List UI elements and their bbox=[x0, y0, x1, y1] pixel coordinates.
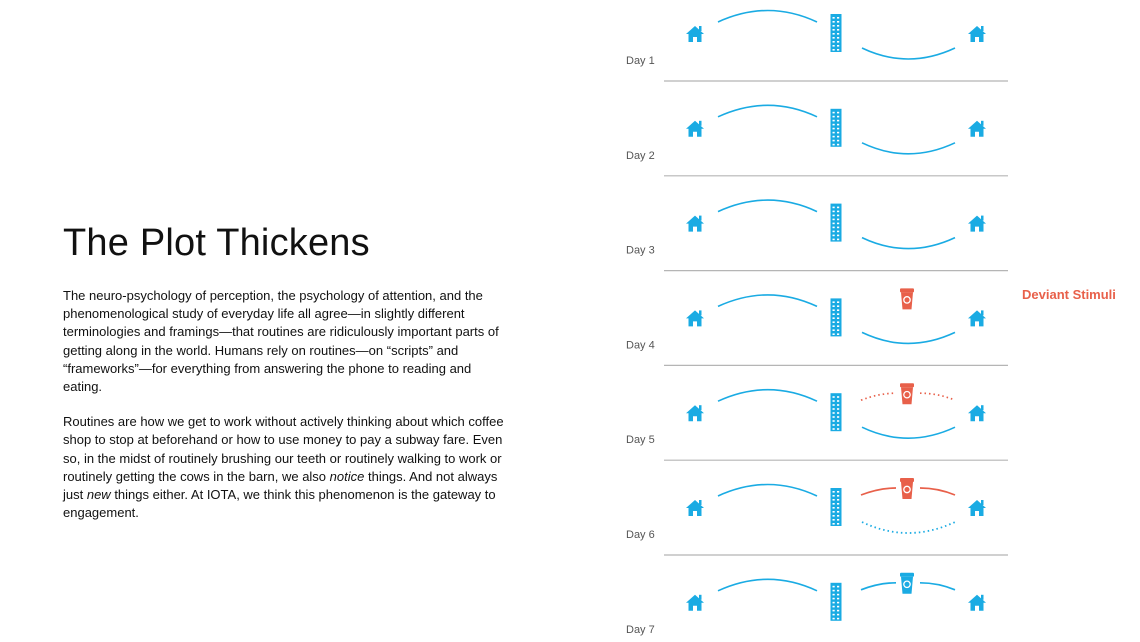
house-icon bbox=[968, 26, 986, 42]
office-building-icon bbox=[831, 14, 842, 52]
paragraph-2-part-c: things either. At IOTA, we think this phenomenon is the gateway to engagement. bbox=[63, 487, 496, 521]
route-arc-to-work bbox=[718, 11, 817, 23]
day-row bbox=[626, 288, 1008, 365]
route-arc-to-work bbox=[718, 579, 817, 591]
house-icon bbox=[686, 595, 704, 611]
house-icon bbox=[686, 216, 704, 232]
day-label: Day 5 bbox=[626, 434, 655, 447]
route-arc-to-coffee bbox=[861, 583, 896, 590]
route-arc-to-coffee bbox=[861, 393, 896, 400]
day-row bbox=[626, 478, 1008, 555]
route-arc-to-work bbox=[718, 105, 817, 117]
emphasis-notice: notice bbox=[329, 468, 365, 484]
route-arc-to-work bbox=[718, 295, 817, 307]
coffee-cup-icon bbox=[900, 383, 914, 404]
house-icon bbox=[686, 500, 704, 516]
route-arc-to-home bbox=[862, 238, 955, 249]
paragraph-1: The neuro-psychology of perception, the psychology of attention, and the phenomenological study of everyday life all agree—in slightly different terminologies and framings—that routines are ridiculously important parts of getting along in the world. Humans rely on routines—on “scripts” and “frameworks”—for everything from answering the phone to reading and eating. bbox=[63, 288, 499, 395]
route-arc-to-coffee bbox=[861, 488, 896, 495]
house-icon bbox=[686, 310, 704, 326]
route-arc-to-home bbox=[862, 143, 955, 154]
day-row bbox=[626, 105, 1008, 176]
route-arc-to-home bbox=[862, 332, 955, 343]
route-arc-to-home-faded bbox=[862, 522, 955, 533]
route-arc-to-work bbox=[718, 200, 817, 212]
day-label: Day 6 bbox=[626, 529, 655, 541]
coffee-cup-icon bbox=[900, 478, 914, 499]
day-label: Day 7 bbox=[626, 623, 655, 636]
day-label: Day 3 bbox=[626, 244, 655, 257]
office-building-icon bbox=[831, 298, 842, 336]
day-label: Day 2 bbox=[626, 149, 655, 162]
route-arc-to-home bbox=[862, 48, 955, 59]
house-icon bbox=[968, 310, 986, 326]
coffee-cup-icon bbox=[900, 288, 914, 309]
office-building-icon bbox=[831, 583, 842, 621]
route-arc-to-home bbox=[862, 427, 955, 438]
house-icon bbox=[968, 216, 986, 232]
route-arc-from-coffee bbox=[920, 488, 955, 495]
office-building-icon bbox=[831, 488, 842, 526]
route-arc-from-coffee bbox=[920, 583, 955, 590]
day-row bbox=[626, 573, 986, 636]
house-icon bbox=[686, 121, 704, 137]
day-row bbox=[626, 383, 1008, 460]
house-icon bbox=[686, 26, 704, 42]
route-arc-to-work bbox=[718, 390, 817, 402]
day-row bbox=[626, 200, 1008, 271]
house-icon bbox=[968, 405, 986, 421]
house-icon bbox=[968, 595, 986, 611]
route-arc-to-work bbox=[718, 485, 817, 497]
emphasis-new: new bbox=[86, 487, 111, 503]
page-title: The Plot Thickens bbox=[63, 222, 370, 264]
office-building-icon bbox=[831, 393, 842, 431]
house-icon bbox=[686, 405, 704, 421]
deviant-stimuli-label: Deviant Stimuli bbox=[1022, 287, 1116, 302]
paragraph-2-part-b: things. And not always just bbox=[63, 468, 498, 503]
paragraph-2-part-a: Routines are how we get to work without actively thinking about which coffee shop to stop at beforehand or how to use money to pay a subway fare. Even so, in the midst of routinely brushing our teeth or routinely walking to work or routinely getting the cows in the barn, we also bbox=[63, 414, 504, 484]
route-arc-from-coffee bbox=[920, 393, 955, 400]
coffee-cup-icon bbox=[900, 573, 914, 594]
day-label: Day 1 bbox=[626, 55, 655, 67]
house-icon bbox=[968, 121, 986, 137]
day-label: Day 4 bbox=[626, 339, 655, 352]
house-icon bbox=[968, 500, 986, 516]
office-building-icon bbox=[831, 204, 842, 242]
office-building-icon bbox=[831, 109, 842, 147]
day-row bbox=[626, 11, 1008, 82]
